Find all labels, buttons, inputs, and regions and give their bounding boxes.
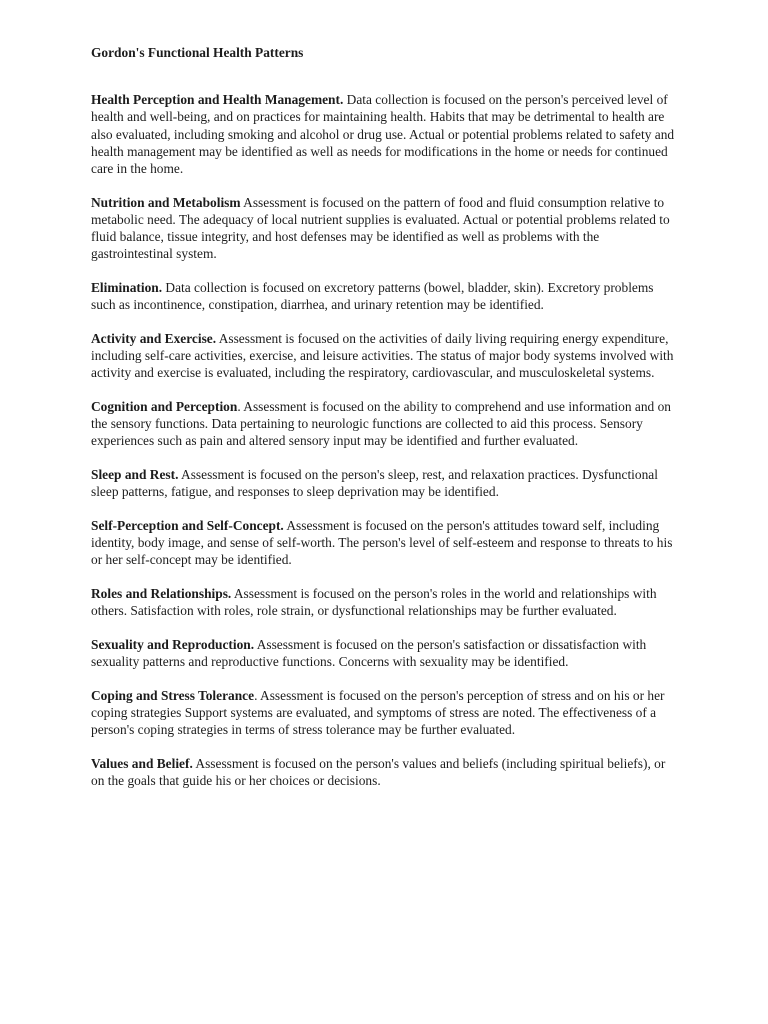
section-heading: Cognition and Perception xyxy=(91,399,238,415)
section-heading: Roles and Relationships. xyxy=(91,586,232,602)
section-self-perception xyxy=(91,517,681,569)
section-body: Assessment is focused on the person's perception of stress and on his or her coping strategies Support systems are evaluated, and symptoms of stress are noted. The effectiveness of a person's coping strategies in terms of stress tolerance may be further evaluated. xyxy=(91,687,665,738)
section-body: Data collection is focused on excretory patterns (bowel, bladder, skin). Excretory problems such as incontinence, constipation, diarrhea, and urinary retention may be identified. xyxy=(91,280,654,313)
section-heading: Elimination. xyxy=(91,280,163,296)
section-activity-exercise xyxy=(91,330,681,382)
section-heading: Health Perception and Health Management. xyxy=(91,92,344,108)
section-values-belief xyxy=(91,755,681,789)
section-nutrition-metabolism xyxy=(91,194,681,263)
document-title: Gordon's Functional Health Patterns xyxy=(91,45,304,60)
section-separator: . xyxy=(237,399,244,415)
section-separator: . xyxy=(254,687,261,703)
section-body: Assessment is focused on the person's attitudes toward self, including identity, body image, and sense of self-worth. The person's level of self-esteem and response to threats to his or her self-concept may be identified. xyxy=(91,518,673,568)
section-coping-stress xyxy=(91,687,681,739)
section-heading: Sleep and Rest. xyxy=(91,467,179,483)
section-health-perception xyxy=(91,91,681,177)
document-page xyxy=(91,44,681,806)
section-body: Assessment is focused on the activities of daily living requiring energy expenditure, including self-care activities, exercise, and leisure activities. The status of major body systems involved with activity and exercise is evaluated, including the respiratory, cardiovascular, and musculoskeletal systems. xyxy=(91,330,674,381)
section-elimination xyxy=(91,279,681,313)
section-cognition-perception xyxy=(91,398,681,450)
section-sexuality-reproduction xyxy=(91,636,681,670)
section-body: Assessment is focused on the person's values and beliefs (including spiritual beliefs), or on the goals that guide his or her choices or decisions. xyxy=(91,756,666,789)
section-body: Assessment is focused on the person's roles in the world and relationships with others. Satisfaction with roles, role strain, or dysfunctional relationships may be further evaluated. xyxy=(91,586,657,619)
section-body: Assessment is focused on the person's satisfaction or dissatisfaction with sexuality patterns and reproductive functions. Concerns with sexuality may be identified. xyxy=(91,637,647,670)
section-heading: Self-Perception and Self-Concept. xyxy=(91,518,284,534)
section-body: Data collection is focused on the person's perceived level of health and well-being, and on practices for maintaining health. Habits that may be detrimental to health are also evaluated, including smoking and alcohol or drug use. Actual or potential problems related to safety and health management may be identified as well as needs for modifications in the home or needs for continued care in the home. xyxy=(91,92,675,177)
section-roles-relationships xyxy=(91,585,681,619)
section-body: Assessment is focused on the person's sleep, rest, and relaxation practices. Dysfunctional sleep patterns, fatigue, and responses to sleep deprivation may be identified. xyxy=(91,467,658,500)
section-heading: Nutrition and Metabolism xyxy=(91,194,241,210)
section-heading: Activity and Exercise. xyxy=(91,330,217,346)
section-heading: Values and Belief. xyxy=(91,756,193,772)
section-heading: Sexuality and Reproduction. xyxy=(91,637,255,653)
section-sleep-rest xyxy=(91,466,681,500)
section-body: Assessment is focused on the ability to comprehend and use information and on the sensory functions. Data pertaining to neurologic functions are collected to aid this process. Sensory experiences such as pain and altered sensory input may be identified and further evaluated. xyxy=(91,399,671,449)
section-heading: Coping and Stress Tolerance xyxy=(91,687,255,703)
section-body: Assessment is focused on the pattern of food and fluid consumption relative to metabolic need. The adequacy of local nutrient supplies is evaluated. Actual or potential problems related to fluid balance, tissue integrity, and host defenses may be identified as well as problems with the gastrointestinal system. xyxy=(91,194,670,262)
